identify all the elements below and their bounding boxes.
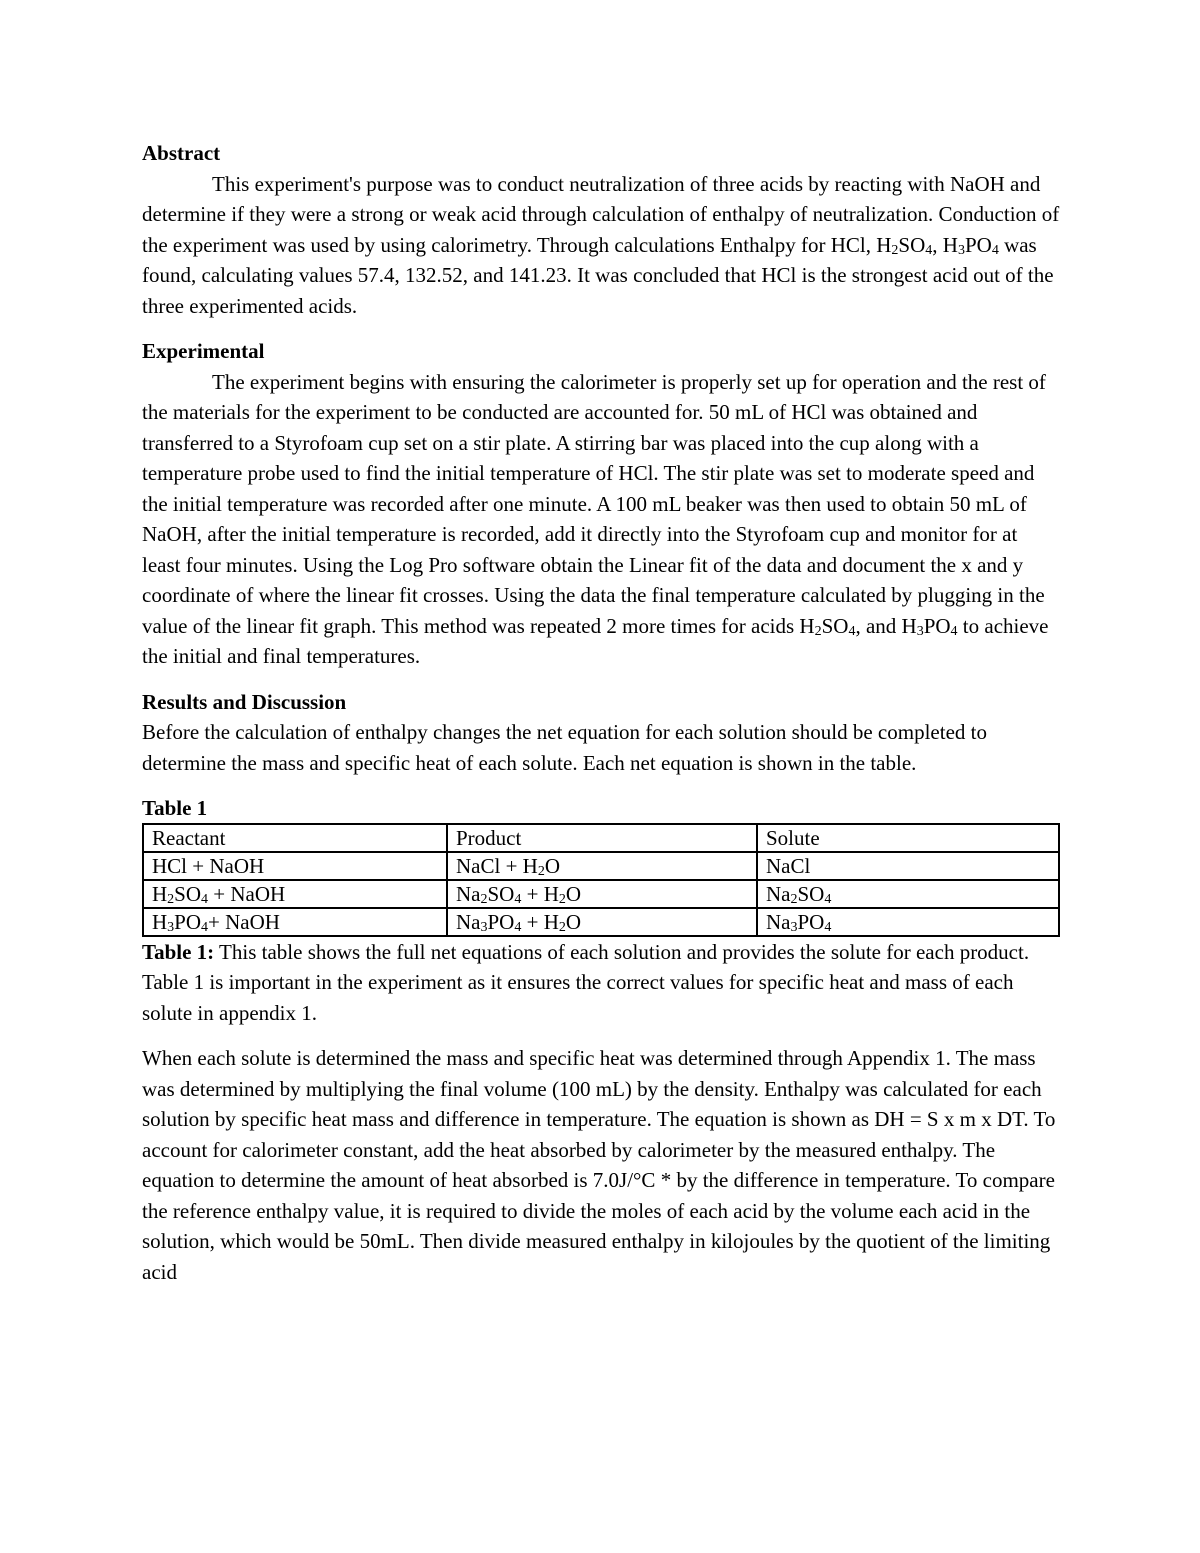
table-cell-reactant: HCl + NaOH: [143, 852, 447, 880]
net-equations-table: [142, 823, 1060, 937]
table-header-row: [143, 824, 1059, 852]
table-cell-product: $Na_2SO_4 + H_2O$: [447, 880, 757, 908]
abstract-paragraph: This experiment's purpose was to conduct neutralization of three acids by reacting with NaOH and determine if they were a strong or weak acid through calculation of enthalpy of neutralization. Conduction of the experiment was used by using calorimetry. Through calculations Enthalpy for HCl, $H_2SO_4$, $H_3PO_4$ was found, calculating values 57.4, 132.52, and 141.23. It was concluded that HCl is the strongest acid out of the three experimented acids.: [142, 171, 1060, 318]
table-row: [143, 852, 1059, 880]
table-cell-reactant: $H_2SO_4$ + NaOH: [143, 880, 447, 908]
experimental-heading: Experimental: [142, 339, 265, 363]
document-body: [142, 138, 1060, 1287]
table-title: Table 1: [142, 796, 208, 820]
table-cell-solute: $Na_3PO_4$: [757, 908, 1059, 936]
table-header-solute: Solute: [757, 824, 1059, 852]
table-cell-solute: $Na_2SO_4$: [757, 880, 1059, 908]
table-header-reactant: Reactant: [143, 824, 447, 852]
results-paragraph: When each solute is determined the mass and specific heat was determined through Appendix 1. The mass was determined by multiplying the final volume (100 mL) by the density. Enthalpy was calculated for each solution by specific heat mass and difference in temperature. The equation is shown as DH = S x m x DT. To account for calorimeter constant, add the heat absorbed by calorimeter by the measured enthalpy. The equation to determine the amount of heat absorbed is 7.0J/°C * by the difference in temperature. To compare the reference enthalpy value, it is required to divide the moles of each acid by the volume each acid in the solution, which would be 50mL. Then divide measured enthalpy in kilojoules by the quotient of the limiting acid: [142, 1046, 1056, 1284]
results-heading: Results and Discussion: [142, 689, 347, 714]
table-cell-reactant: $H_3PO_4+$ NaOH: [143, 908, 447, 936]
table-cell-product: NaCl + $H_2O$: [447, 852, 757, 880]
abstract-heading: Abstract: [142, 141, 221, 165]
table-row: [143, 880, 1059, 908]
table-cell-product: $Na_3PO_4 + H_2O$: [447, 908, 757, 936]
table-row: [143, 908, 1059, 936]
table-caption: Table 1: This table shows the full net equations of each solution and provides the solute for each product. Table 1 is important in the experiment as it ensures the correct values for specific heat and mass of each solute in appendix 1.: [142, 939, 1030, 1025]
table-header-product: Product: [447, 824, 757, 852]
experimental-paragraph: The experiment begins with ensuring the calorimeter is properly set up for operation and the rest of the materials for the experiment to be conducted are accounted for. 50 mL of HCl was obtained and transferred to a Styrofoam cup set on a stir plate. A stirring bar was placed into the cup along with a temperature probe used to find the initial temperature of HCl. The stir plate was set to moderate speed and the initial temperature was recorded after one minute. A 100 mL beaker was then used to obtain 50 mL of NaOH, after the initial temperature is recorded, add it directly into the Styrofoam cup and monitor for at least four minutes. Using the Log Pro software obtain the Linear fit of the data and document the x and y coordinate of where the linear fit crosses. Using the data the final temperature calculated by plugging in the value of the linear fit graph. This method was repeated 2 more times for acids $H_2SO_4$, and $H_3PO_4$ to achieve the initial and final temperatures.: [142, 369, 1049, 668]
table-cell-solute: NaCl: [757, 852, 1059, 880]
results-intro-paragraph: Before the calculation of enthalpy changes the net equation for each solution should be completed to determine the mass and specific heat of each solute. Each net equation is shown in the table.: [142, 720, 987, 775]
